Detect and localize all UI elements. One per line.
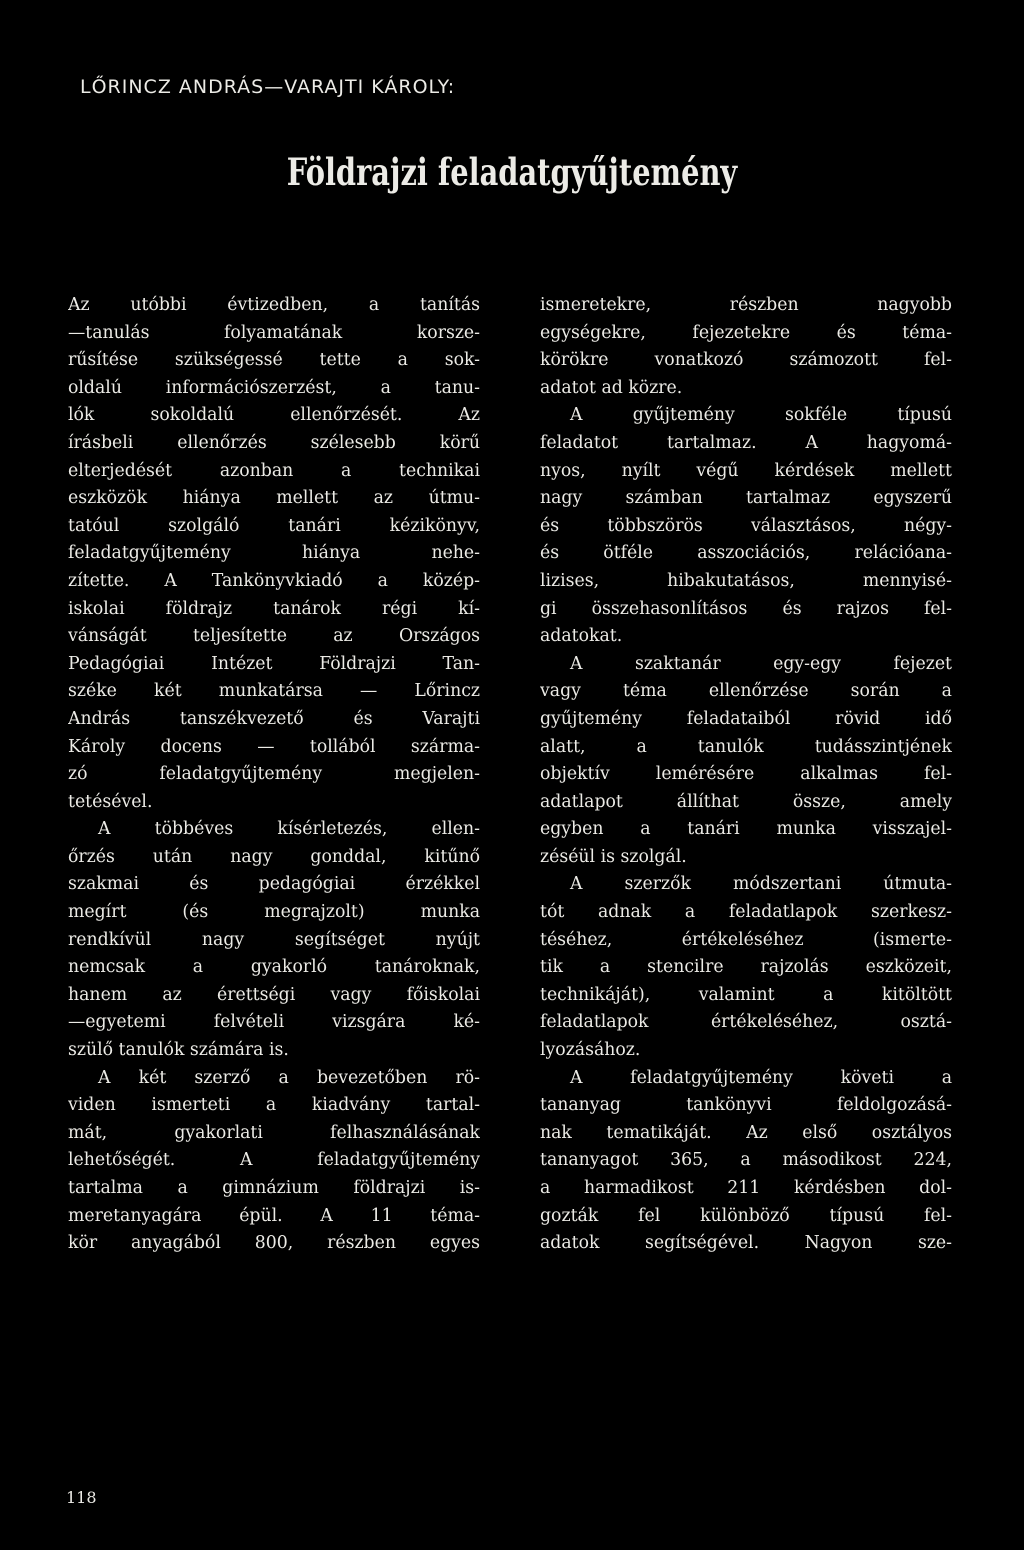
text-line: és többszörös választásos, négy- — [540, 515, 952, 536]
text-line: írásbeli ellenőrzés szélesebb körű — [68, 432, 480, 453]
text-line: lók sokoldalú ellenőrzését. Az — [68, 405, 480, 426]
text-line: adatok segítségével. Nagyon sze- — [540, 1233, 952, 1254]
text-line: feladatgyűjtemény hiánya nehe- — [68, 543, 480, 564]
text-line: nyos, nyílt végű kérdések mellett — [540, 460, 952, 481]
text-line: egységekre, fejezetekre és téma- — [540, 322, 952, 343]
text-line: tananyag tankönyvi feldolgozásá- — [540, 1095, 952, 1116]
text-line: lyozásához. — [540, 1040, 641, 1061]
text-line: őrzés után nagy gonddal, kitűnő — [68, 846, 480, 867]
text-line: A szaktanár egy-egy fejezet — [570, 653, 952, 674]
text-line: A többéves kísérletezés, ellen- — [98, 819, 480, 840]
text-line: nak tematikáját. Az első osztályos — [540, 1122, 952, 1143]
text-line: A gyűjtemény sokféle típusú — [570, 405, 952, 426]
text-line: oldalú információszerzést, a tanu- — [68, 377, 480, 398]
text-line: körökre vonatkozó számozott fel- — [540, 350, 952, 371]
article-title: Földrajzi feladatgyűjtemény — [286, 150, 738, 194]
text-line: gi összehasonlításos és rajzos fel- — [540, 598, 952, 619]
text-line: elterjedését azonban a technikai — [68, 460, 480, 481]
text-line: —egyetemi felvételi vizsgára ké- — [68, 1012, 480, 1033]
text-line: alatt, a tanulók tudásszintjének — [540, 736, 952, 757]
text-line: eszközök hiánya mellett az útmu- — [68, 488, 480, 509]
text-line: kör anyagából 800, részben egyes — [68, 1233, 480, 1254]
right-text-column — [540, 292, 952, 1258]
text-line: szülő tanulók számára is. — [68, 1040, 289, 1061]
text-line: a harmadikost 211 kérdésben dol- — [540, 1178, 952, 1198]
text-line: Az utóbbi évtizedben, a tanítás — [68, 295, 480, 315]
author-heading: LŐRINCZ ANDRÁS—VARAJTI KÁROLY: — [80, 76, 456, 98]
text-line: és ötféle asszociációs, relációana- — [540, 543, 952, 564]
text-line: A feladatgyűjtemény követi a — [570, 1067, 952, 1088]
text-line: adatot ad közre. — [540, 377, 683, 398]
text-line: gyűjtemény feladataiból rövid idő — [540, 708, 952, 729]
text-line: zó feladatgyűjtemény megjelen- — [68, 764, 480, 785]
text-line: Pedagógiai Intézet Földrajzi Tan- — [68, 653, 480, 674]
text-line: feladatlapok értékeléséhez, osztá- — [540, 1012, 952, 1033]
text-line: rendkívül nagy segítséget nyújt — [68, 929, 480, 950]
text-line: szakmai és pedagógiai érzékkel — [68, 874, 480, 895]
text-line: —tanulás folyamatának korsze- — [68, 322, 480, 343]
left-text-column — [68, 292, 480, 1258]
text-line: tetésével. — [68, 791, 153, 812]
text-line: széke két munkatársa — Lőrincz — [68, 681, 480, 702]
page-number: 118 — [66, 1488, 97, 1507]
text-line: meretanyagára épül. A 11 téma- — [68, 1205, 480, 1226]
text-line: téséhez, értékeléséhez (ismerte- — [540, 929, 952, 950]
text-line: mát, gyakorlati felhasználásának — [68, 1122, 480, 1143]
text-line: ismeretekre, részben nagyobb — [540, 295, 952, 315]
text-line: adatokat. — [540, 626, 623, 647]
text-line: egyben a tanári munka visszajel- — [540, 819, 952, 840]
text-line: rűsítése szükségessé tette a sok- — [68, 350, 480, 371]
text-line: tót adnak a feladatlapok szerkesz- — [540, 902, 952, 923]
text-line: vánságát teljesítette az Országos — [68, 626, 480, 647]
text-line: viden ismerteti a kiadvány tartal- — [68, 1095, 480, 1116]
text-line: adatlapot állíthat össze, amely — [540, 791, 952, 812]
text-line: feladatot tartalmaz. A hagyomá- — [540, 432, 952, 453]
text-line: megírt (és megrajzolt) munka — [68, 902, 480, 923]
text-line: vagy téma ellenőrzése során a — [540, 681, 952, 702]
text-line: nagy számban tartalmaz egyszerű — [540, 488, 952, 509]
text-line: Károly docens — tollából szárma- — [68, 736, 480, 757]
text-line: zítette. A Tankönyvkiadó a közép- — [68, 570, 480, 591]
text-line: tatóul szolgáló tanári kézikönyv, — [68, 515, 480, 536]
text-line: lizises, hibakutatásos, mennyisé- — [540, 570, 952, 591]
text-line: gozták fel különböző típusú fel- — [540, 1205, 952, 1226]
text-line: tananyagot 365, a másodikost 224, — [540, 1150, 952, 1171]
text-line: nemcsak a gyakorló tanároknak, — [68, 957, 480, 978]
text-line: zéséül is szolgál. — [540, 846, 687, 867]
text-line: iskolai földrajz tanárok régi kí- — [68, 598, 480, 619]
text-line: A szerzők módszertani útmuta- — [570, 874, 952, 895]
text-line: hanem az érettségi vagy főiskolai — [68, 984, 480, 1005]
text-line: András tanszékvezető és Varajti — [68, 708, 480, 729]
text-line: A két szerző a bevezetőben rö- — [98, 1067, 480, 1088]
text-line: lehetőségét. A feladatgyűjtemény — [68, 1150, 480, 1171]
text-line: tik a stencilre rajzolás eszközeit, — [540, 957, 952, 978]
text-line: objektív lemérésére alkalmas fel- — [540, 764, 952, 785]
text-line: technikáját), valamint a kitöltött — [540, 984, 952, 1005]
text-line: tartalma a gimnázium földrajzi is- — [68, 1178, 480, 1198]
